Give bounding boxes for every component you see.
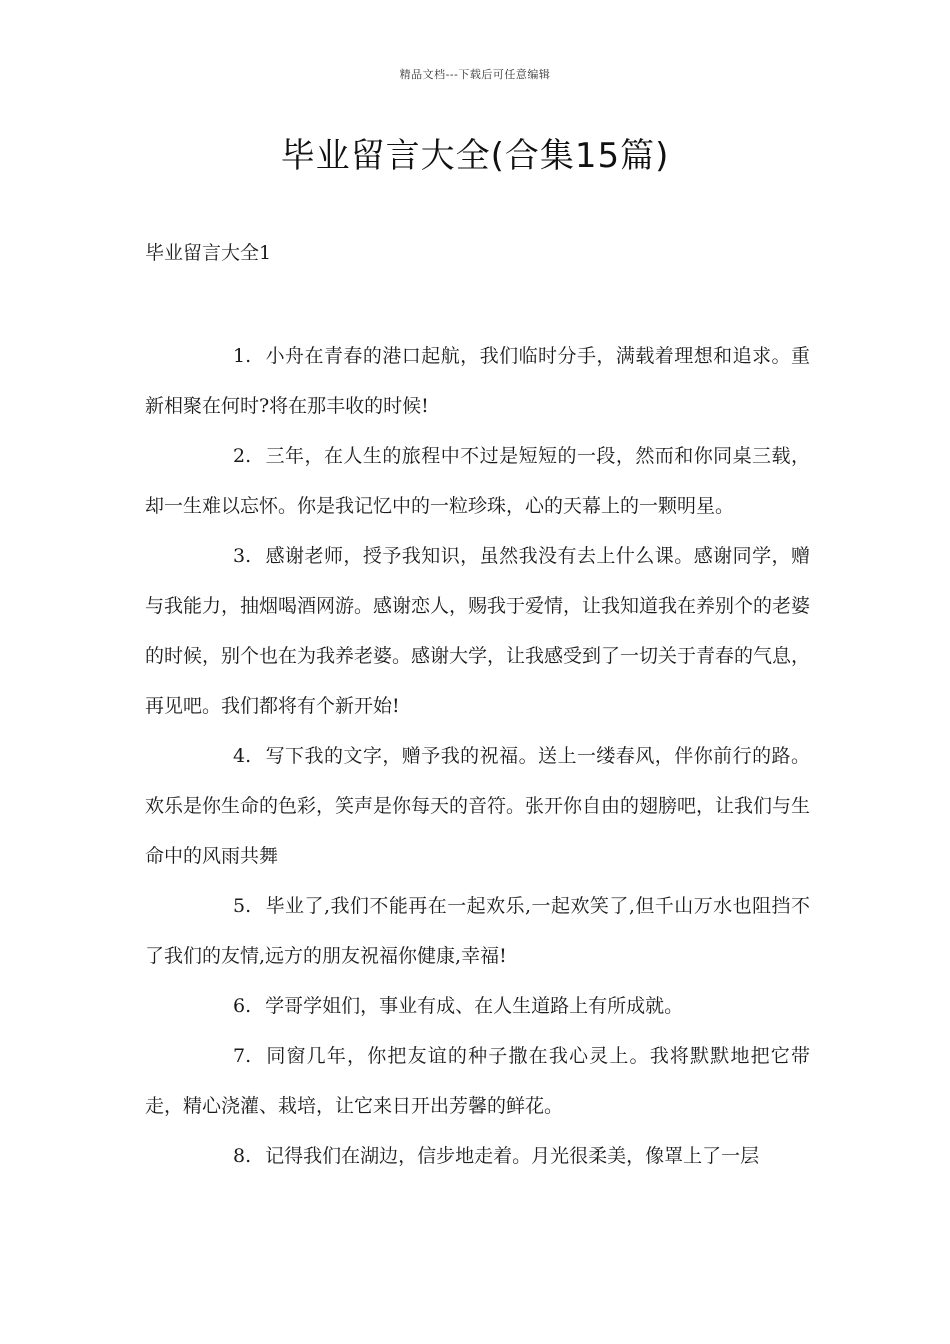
- item-text: 记得我们在湖边，信步地走着。月光很柔美，像罩上了一层: [265, 1145, 760, 1167]
- list-item: [145, 731, 810, 881]
- list-item: [145, 981, 810, 1031]
- item-number: 2.: [233, 445, 252, 467]
- item-number: 7.: [233, 1045, 252, 1067]
- document-title: 毕业留言大全(合集15篇): [280, 136, 670, 176]
- list-item: [145, 881, 810, 981]
- item-text: 学哥学姐们，事业有成、在人生道路上有所成就。: [265, 995, 684, 1017]
- section-heading: 毕业留言大全1: [145, 242, 272, 264]
- item-text: 感谢老师，授予我知识，虽然我没有去上什么课。感谢同学，赠与我能力，抽烟喝酒网游。感谢恋人，赐我于爱情，让我知道我在养别个的老婆的时候，别个也在为我养老婆。感谢大学，让我感受到了一切关于青春的气息，再见吧。我们都将有个新开始!: [145, 545, 811, 717]
- document-body: [145, 331, 810, 1181]
- item-text: 同窗几年，你把友谊的种子撒在我心灵上。我将默默地把它带走，精心浇灌、栽培，让它来日开出芳馨的鲜花。: [145, 1045, 810, 1117]
- item-number: 6.: [233, 995, 252, 1017]
- item-number: 1.: [233, 345, 252, 367]
- list-item: [145, 331, 810, 431]
- list-item: [145, 431, 810, 531]
- item-number: 8.: [233, 1145, 252, 1167]
- item-text: 毕业了,我们不能再在一起欢乐,一起欢笑了,但千山万水也阻挡不了我们的友情,远方的朋友祝福你健康,幸福!: [145, 895, 810, 967]
- list-item: [145, 1031, 810, 1131]
- header-note: 精品文档---下载后可任意编辑: [399, 68, 551, 81]
- item-number: 3.: [233, 545, 252, 567]
- list-item: [145, 531, 810, 731]
- item-number: 5.: [233, 895, 252, 917]
- item-number: 4.: [233, 745, 252, 767]
- list-item: [145, 1131, 810, 1181]
- item-text: 小舟在青春的港口起航，我们临时分手，满载着理想和追求。重新相聚在何时?将在那丰收的时候!: [145, 345, 810, 417]
- item-text: 写下我的文字，赠予我的祝福。送上一缕春风，伴你前行的路。欢乐是你生命的色彩，笑声是你每天的音符。张开你自由的翅膀吧，让我们与生命中的风雨共舞: [145, 745, 811, 867]
- item-text: 三年，在人生的旅程中不过是短短的一段，然而和你同桌三载，却一生难以忘怀。你是我记忆中的一粒珍珠，心的天幕上的一颗明星。: [145, 445, 810, 517]
